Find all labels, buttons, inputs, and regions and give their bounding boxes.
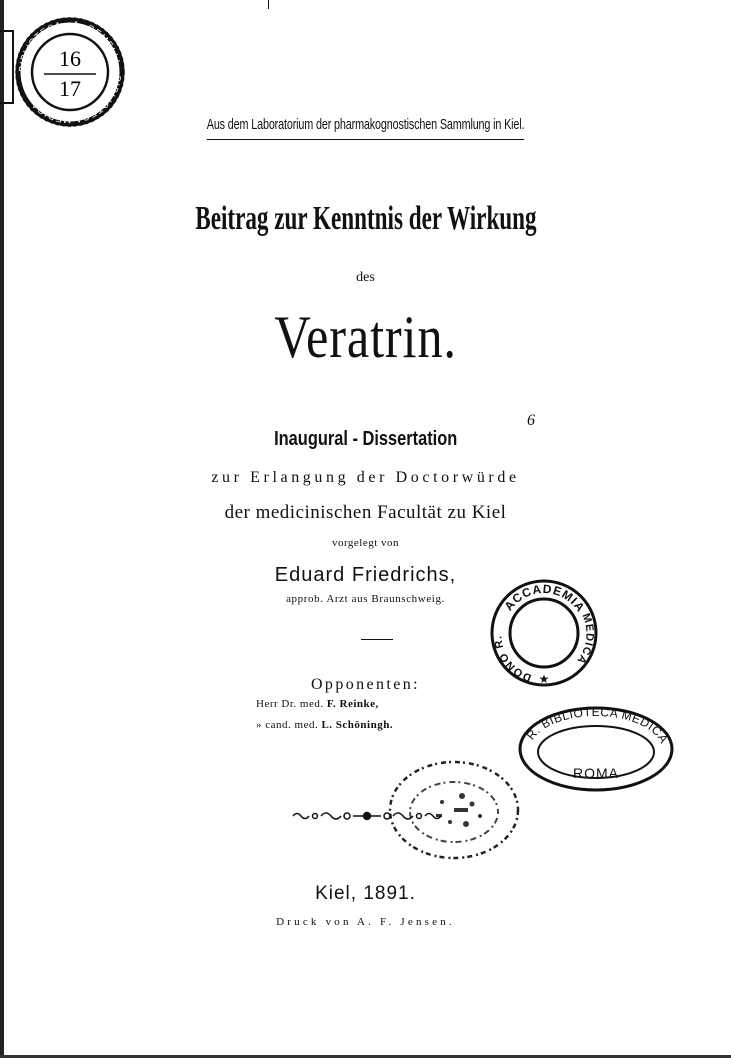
accademia-stamp	[486, 575, 602, 691]
title-line: Beitrag zur Kenntnis der Wirkung	[194, 200, 537, 237]
title-article: des	[356, 270, 375, 285]
opponent-second: » cand. med. L. Schöningh.	[256, 719, 394, 731]
dissertation-purpose: zur Erlangung der Doctorwürde	[211, 469, 520, 486]
place-and-year: Kiel, 1891.	[315, 883, 416, 904]
svg-text:★: ★	[538, 672, 550, 686]
stamp-top-text: R. BIBLIOTECA MEDICA	[523, 704, 672, 746]
stamp-ring-text: BIBLIOTECA · A. GEMELLI · BIBLIOTECA MEDICA	[16, 18, 124, 126]
section-divider	[361, 639, 393, 640]
decorative-ornament	[291, 806, 443, 826]
main-title: Veratrin.	[274, 304, 457, 370]
author-name: Eduard Friedrichs,	[274, 564, 457, 586]
stamp-left-text: DONO R.	[492, 634, 534, 684]
stamp-bottom-text: ROMA	[573, 765, 619, 781]
printer-line: Druck von A. F. Jensen.	[276, 916, 455, 928]
library-stamp-top-left	[14, 16, 126, 128]
faculty-line: der medicinischen Facultät zu Kiel	[224, 502, 507, 523]
stamp-number-bottom: 17	[59, 76, 81, 101]
laboratory-line: Aus dem Laboratorium der pharmakognostischen Sammlung in Kiel.	[0, 116, 731, 140]
stamp-right-text: MEDICA	[573, 611, 596, 667]
opponent-first: Herr Dr. med. F. Reinke,	[256, 698, 379, 710]
dissertation-heading: Inaugural - Dissertation	[273, 428, 458, 450]
handwritten-mark: 6	[527, 412, 535, 429]
author-description: approb. Arzt aus Braunschweig.	[286, 593, 445, 605]
binding-tab	[0, 30, 14, 104]
stamp-number-top: 16	[59, 46, 81, 71]
ink-stroke	[268, 0, 269, 9]
stamp-top-text: ACCADEMIA	[501, 581, 588, 615]
opponents-heading: Opponenten:	[310, 676, 421, 693]
biblioteca-stamp	[516, 704, 676, 794]
submitted-by: vorgelegt von	[331, 537, 400, 549]
